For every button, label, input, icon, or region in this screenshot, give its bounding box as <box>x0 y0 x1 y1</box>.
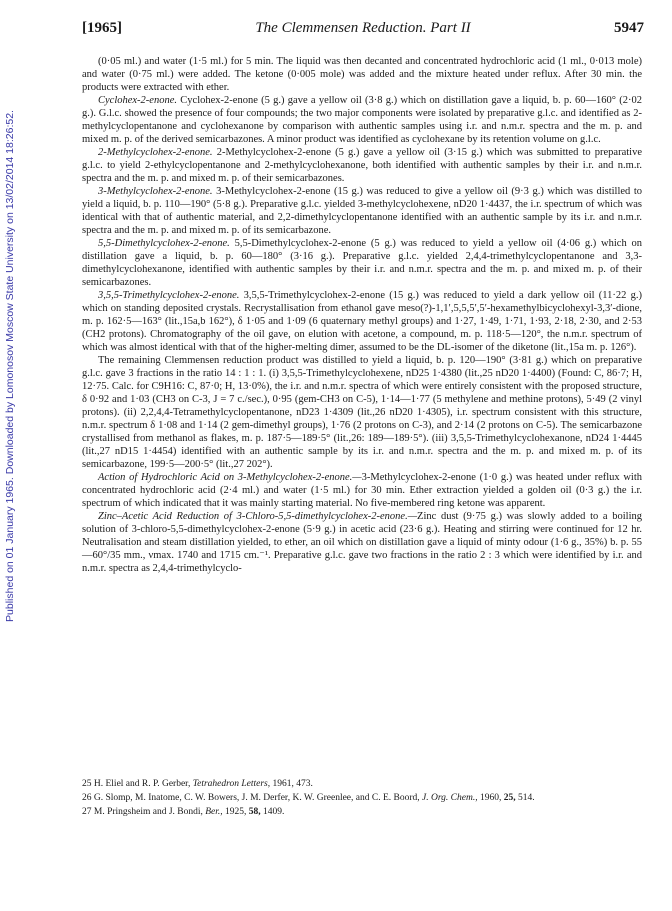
paragraph: 3-Methylcyclohex-2-enone. 3-Methylcyclohex-2-enone (15 g.) was reduced to give a yellow oil (9·3 g.) which was distilled to yield a liquid, b. p. 110—190° (5·8 g.). Preparative g.l.c. yielded 3-methylcyclohexene, nD20 1·4437, the i.r. spectrum of which was identical with that of authentic material, and 2,2-dimethylcyclopentanone identified with an authentic sample by its i.r. and n.m.r. spectra and the m. p. and mixed m. p. of its semicarbazone. <box>82 186 643 236</box>
page-header <box>82 13 644 43</box>
volume: 25, <box>503 793 516 803</box>
footnote-number: 25 <box>82 779 92 789</box>
footnote: 27 M. Pringsheim and J. Bondi, Ber., 1925, 58, 1409. <box>82 807 285 817</box>
section-heading: 2-Methylcyclohex-2-enone. <box>98 147 213 158</box>
article-body <box>82 55 642 575</box>
side-note-text: Published on 01 January 1965. Downloaded by Lomonosov Moscow State University on 13/02/2014 18:26:52. <box>4 110 16 622</box>
footnote: 26 G. Slomp, M. Inatome, C. W. Bowers, J. M. Derfer, K. W. Greenlee, and C. E. Boord, J. Org. Chem., 1960, 25, 514. <box>82 793 535 803</box>
side-publication-note[interactable] <box>2 86 18 646</box>
section-heading: 5,5-Dimethylcyclohex-2-enone. <box>98 238 230 249</box>
paragraph: 3,5,5-Trimethylcyclohex-2-enone. 3,5,5-Trimethylcyclohex-2-enone (15 g.) was reduced to yield a dark yellow oil (11·22 g.) which on standing deposited crystals. Recrystallisation from ethanol gave meso(?)-1,1′,5,5,5′,5′-hexamethylbicyclohexyl-3,3′-dione, m. p. 162·5—163° (lit.,15a,b 162°), δ 1·05 and 1·09 (6 quaternary methyl groups) and 1·27, 1·49, 1·71, 1·93, 2·18, 2·30, and 2·53 (CH2 protons). Chromatography of the oil gave, on elution with acetone, a compound, m. p. 118·5—120°, the n.m.r. spectrum of which was almost identical with that of the higher-melting dimer, assumed to be the DL-isomer of the diketone (lit.,15a m. p. 126°). <box>82 290 643 353</box>
journal: Tetrahedron Letters, <box>192 779 271 789</box>
running-title: The Clemmensen Reduction. Part II <box>255 20 471 36</box>
page-number: 5947 <box>614 20 644 36</box>
paragraph: Zinc–Acetic Acid Reduction of 3-Chloro-5,5-dimethylcyclohex-2-enone.—Zinc dust (9·75 g.) was slowly added to a boiling solution of 3-chloro-5,5-dimethylcyclohex-2-enone (5·9 g.) in acetic acid (23·6 g.). Heating and stirring were continued for 12 hr. Neutralisation and steam distillation yielded, to ether, an oil which on distillation gave a liquid of minty odour (1·6 g., 35%) b. p. 55—60°/35 mm., νmax. 1740 and 1715 cm.⁻¹. Preparative g.l.c. gave two fractions in the ratio 2 : 3 which were identified by i.r. and n.m.r. spectra as 2,4,4-trimethylcyclo- <box>82 511 643 574</box>
footnote-number: 27 <box>82 807 92 817</box>
paragraph: The remaining Clemmensen reduction product was distilled to yield a liquid, b. p. 120—190° (3·81 g.) which on preparative g.l.c. gave 3 fractions in the ratio 14 : 1 : 1. (i) 3,5,5-Trimethylcyclohexene, nD25 1·4380 (lit.,25 nD20 1·4400) (Found: C, 86·7; H, 12·75. Calc. for C9H16: C, 87·0; H, 13·0%), the i.r. and n.m.r. spectra of which were entirely consistent with the proposed structure, δ 0·92 and 1·03 (CH3 on C-3, J = 7 c./sec.), 0·95 (gem-CH3 on C-5), 1·14—1·77 (5 methylene and methine protons), 5·49 (2 vinyl protons). (ii) 2,2,4,4-Tetramethylcyclopentanone, nD23 1·4309 (lit.,26 nD20 1·4305), i.r. spectrum consistent with this structure, n.m.r. spectrum δ 1·08 and 1·14 (2 gem-dimethyl groups), 1·76 (2 protons on C-3), and 2·14 (2 protons on C-5). The semicarbazone crystallised from methanol as flakes, m. p. 187·5—189·5° (lit.,26: 189—189·5°). (iii) 3,5,5-Trimethylcyclohexanone, nD24 1·4445 (lit.,27 nD15 1·4454) identified with an authentic sample by its i.r. and n.m.r. spectra and the m. p. and mixed m. p. of its semicarbazone, 199·5—200·5° (lit.,27 202°). <box>82 355 642 470</box>
section-heading: Cyclohex-2-enone. <box>98 95 178 106</box>
footnote-number: 26 <box>82 793 92 803</box>
volume: 58, <box>248 807 261 817</box>
paragraph: Cyclohex-2-enone. Cyclohex-2-enone (5 g.) gave a yellow oil (3·8 g.) which on distillation gave a liquid, b. p. 60—160° (2·02 g.). G.l.c. showed the presence of four compounds; the two major components were isolated by preparative g.l.c. and identified as 2-methylcyclopentanone and cyclohexanone by comparison with authentic samples using i.r. and n.m.r. spectra and the m. p. and mixed m. p. of the derived semicarbazones. A minor product was identified as cyclohexane by its retention volume on g.l.c. <box>82 95 643 145</box>
journal: J. Org. Chem., <box>422 793 478 803</box>
year: [1965] <box>82 20 122 36</box>
paragraph: 5,5-Dimethylcyclohex-2-enone. 5,5-Dimethylcyclohex-2-enone (5 g.) was reduced to yield a yellow oil (4·06 g.) which on distillation gave a liquid, b. p. 60—180° (3·16 g.). Preparative g.l.c. yielded 2,4,4-trimethylcyclopentanone and 3,3-dimethylcyclohexanone, identified with authentic samples by their i.r. and n.m.r. spectra and the m. p. and mixed m. p. of their semicarbazones. <box>82 238 643 288</box>
section-heading: 3-Methylcyclohex-2-enone. <box>98 186 213 197</box>
paragraph: Action of Hydrochloric Acid on 3-Methylcyclohex-2-enone.—3-Methylcyclohex-2-enone (1·0 g.) was heated under reflux with concentrated hydrochloric acid (2·4 ml.) and water (1·5 ml.) for 30 min. Ether extraction yielded a golden oil (0·3 g.) the i.r. spectrum of which indicated that it was mainly starting material. No five-membered ring ketone was apparent. <box>82 472 643 509</box>
footnote: 25 H. Eliel and R. P. Gerber, Tetrahedron Letters, 1961, 473. <box>82 779 313 789</box>
section-heading: 3,5,5-Trimethylcyclohex-2-enone. <box>98 290 240 301</box>
paragraph: (0·05 ml.) and water (1·5 ml.) for 5 min. The liquid was then decanted and concentrated hydrochloric acid (1 ml., 0·013 mole) and water (0·75 ml.) were added. The ketone (0·005 mole) was added and the mixture heated under reflux. After 30 min. the products were extracted with ether. <box>82 56 642 93</box>
paragraph: 2-Methylcyclohex-2-enone. 2-Methylcyclohex-2-enone (5 g.) gave a yellow oil (3·15 g.) which was submitted to preparative g.l.c. to yield 2-ethylcyclopentanone and 2-methylcyclohexanone, both identified with authentic samples by their i.r. and n.m.r. spectra and the m. p. and mixed m. p. of their semicarbazones. <box>82 147 642 184</box>
section-heading: Zinc–Acetic Acid Reduction of 3-Chloro-5,5-dimethylcyclohex-2-enone.— <box>98 511 418 522</box>
section-heading: Action of Hydrochloric Acid on 3-Methylcyclohex-2-enone.— <box>98 472 362 483</box>
footnotes <box>82 778 642 820</box>
journal: Ber., <box>205 807 223 817</box>
